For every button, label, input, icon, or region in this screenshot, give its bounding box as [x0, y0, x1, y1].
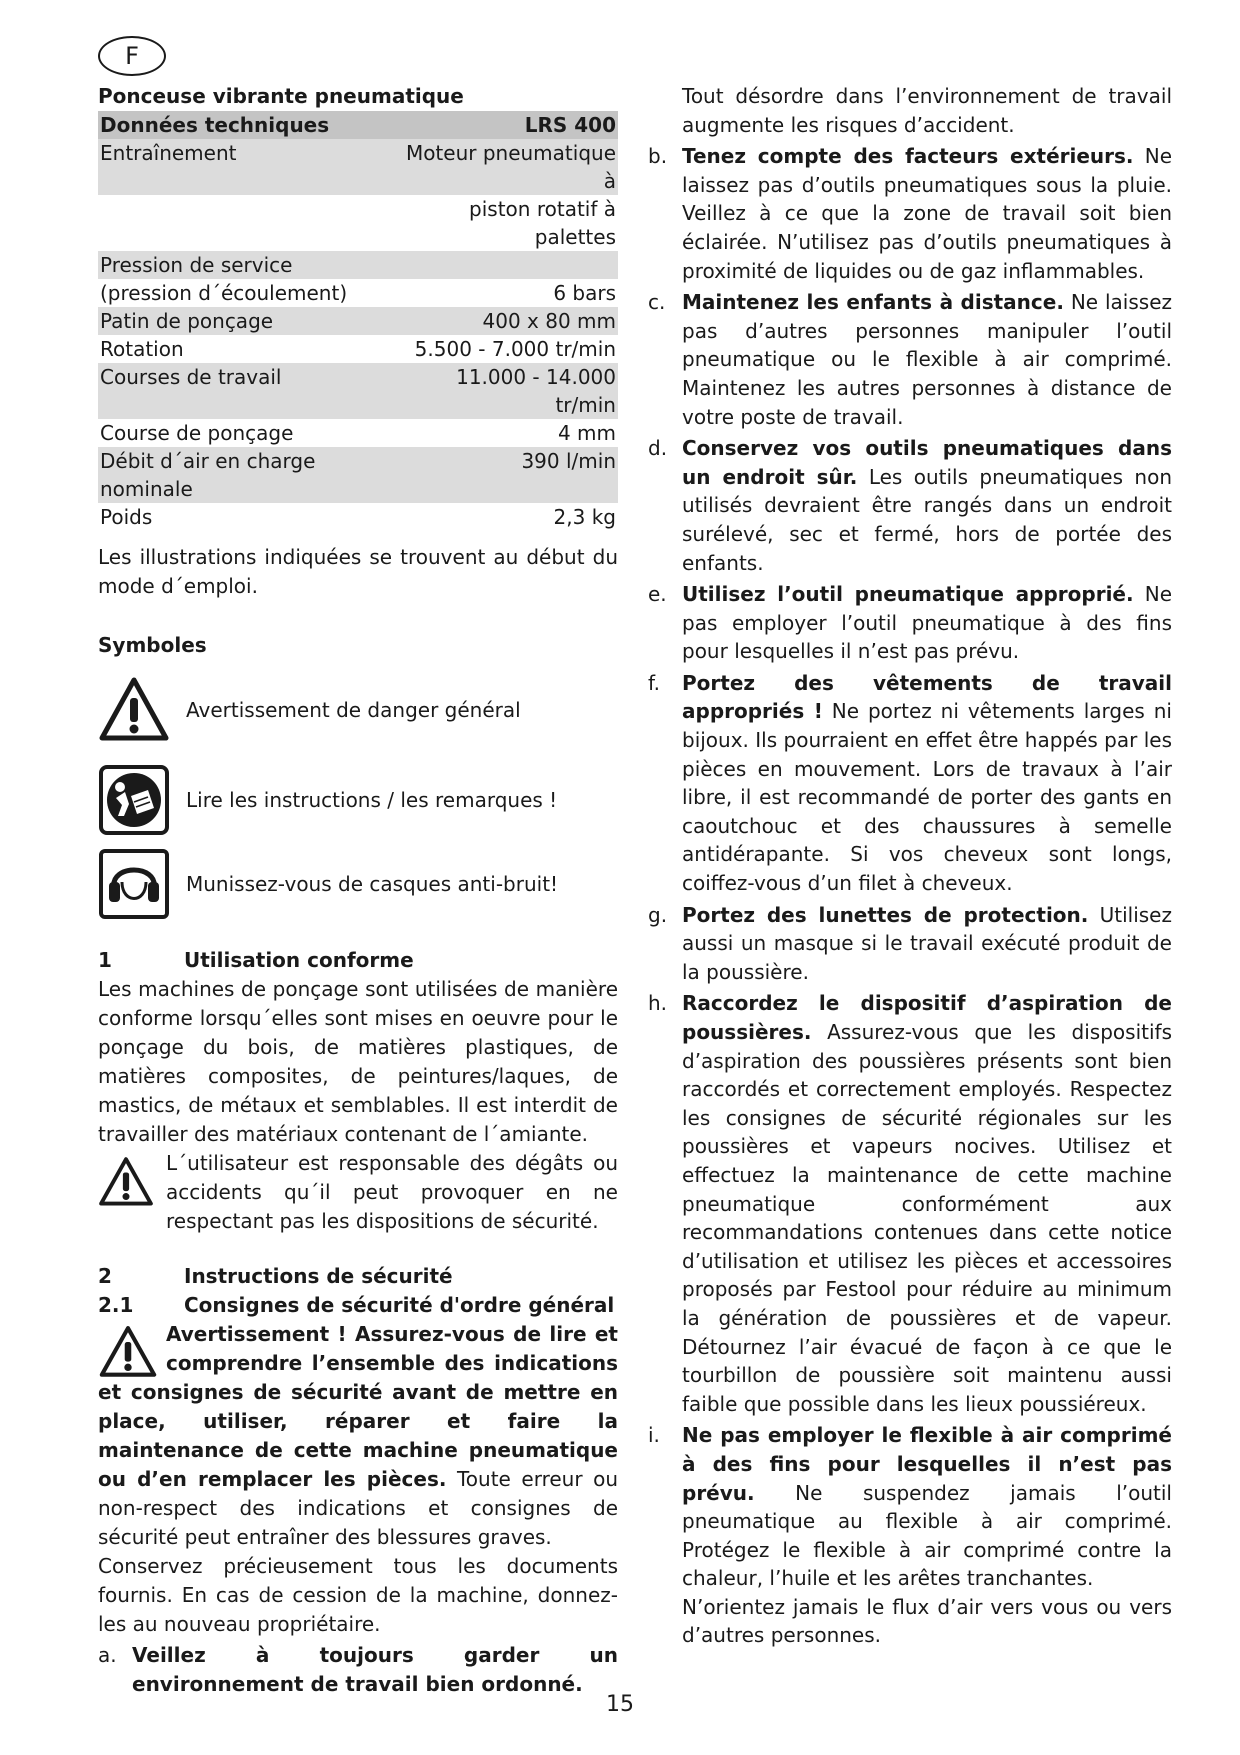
illustrations-note: Les illustrations indiquées se trouvent au début du mode d´emploi.: [98, 545, 618, 598]
list-item: g. Portez des lunettes de protection. Utilisez aussi un masque si le travail exécuté produit de la poussière.: [648, 902, 1172, 984]
list-item: d. Conservez vos outils pneumatiques dans un endroit sûr. Les outils pneumatiques non utilisés devraient être rangés dans un endroit surélevé, sec et fermé, hors de portée des enfants.: [648, 436, 1173, 575]
ear-protection-icon: [98, 848, 170, 920]
symbol-row: [98, 848, 618, 920]
section-2-1-heading: 2.1 Consignes de sécurité d'ordre général: [98, 1293, 615, 1317]
table-row: Course de ponçage 4 mm: [100, 421, 616, 445]
symbol-text: Munissez-vous de casques anti-bruit!: [186, 871, 559, 896]
section-1-warning: L´utilisateur est responsable des dégâts ou accidents qu´il peut provoquer en ne respectant pas les dispositions de sécurité.: [98, 1149, 618, 1236]
symbol-row: [98, 764, 618, 836]
table-row: Courses de travail 11.000 - 14.000 tr/min: [100, 365, 616, 417]
table-row: Patin de ponçage 400 x 80 mm: [100, 309, 616, 333]
specs-header-row: [98, 111, 618, 139]
right-column: [648, 82, 1172, 1653]
list-item: e. Utilisez l’outil pneumatique approprié. Ne pas employer l’outil pneumatique à des fins pour lesquelles il n’est pas prévu.: [648, 582, 1173, 664]
section-1-heading: 1 Utilisation conforme: [98, 948, 414, 972]
table-row: Débit d´air en charge nominale 390 l/min: [100, 449, 616, 501]
general-warning: Avertissement ! Assurez-vous de lire et comprendre l’ensemble des indications et consignes de sécurité avant de mettre en place, utiliser, réparer et faire la maintenance de cette machine pneumatique ou d’en remplacer les pièces. Toute erreur ou non-respect des indications et consignes de sécurité peut entraîner des blessures graves.: [98, 1322, 618, 1549]
list-item: f. Portez des vêtements de travail appropriés ! Ne portez ni vêtements larges ni bijoux. Ils pourraient en effet être happés par les pièces en mouvement. Lors de travaux à l’air libre, il est recommandé de porter des gants en caoutchouc et des chaussures à semelle antidérapante. Si vos cheveux sont longs, coiffez-vous d’un filet à cheveux.: [648, 670, 1172, 896]
symbol-text: Avertissement de danger général: [186, 697, 521, 722]
list-item-continuation: Tout désordre dans l’environnement de travail augmente les risques d’accident.: [682, 84, 1172, 137]
symbol-text: Lire les instructions / les remarques !: [186, 787, 558, 812]
left-column: [98, 82, 618, 1702]
document-title: Ponceuse vibrante pneumatique: [98, 84, 464, 108]
page-number: 15: [606, 1692, 634, 1717]
symbol-row: [98, 674, 618, 746]
language-badge: F: [98, 36, 166, 76]
list-item: b. Tenez compte des facteurs extérieurs. Ne laissez pas d’outils pneumatiques sous la pluie. Veillez à ce que la zone de travail soit bien éclairée. N’utilisez pas d’outils pneumatiques à proximité de liquides ou de gaz inflammables.: [648, 144, 1172, 283]
symbols-heading: Symboles: [98, 633, 207, 657]
warning-triangle-icon: [98, 1155, 154, 1207]
specs-header-value: LRS 400: [393, 111, 618, 139]
specs-table: [98, 111, 618, 531]
table-row: piston rotatif à palettes: [469, 197, 616, 249]
table-row: Entraînement Moteur pneumatique à: [100, 141, 616, 193]
table-row: (pression d´écoulement) 6 bars: [100, 281, 616, 305]
table-row: Rotation 5.500 - 7.000 tr/min: [100, 337, 616, 361]
section-2-heading: 2 Instructions de sécurité: [98, 1264, 453, 1288]
read-instructions-icon: [98, 764, 170, 836]
list-item: h. Raccordez le dispositif d’aspiration de poussières. Assurez-vous que les dispositifs d’aspiration des poussières présents sont bien raccordés et correctement employés. Respectez les consignes de sécurité régionales sur les poussières et vapeurs nocives. Utilisez et effectuez la maintenance de cette machine pneumatique conformément aux recommandations contenues dans cette notice d’utilisation et utilisez les pièces et accessoires proposés par Festool pour réduire au minimum la génération de poussières et de vapeur. Détournez l’air évacué de façon à ce que le tourbillon de poussière soit maintenu aussi faible que possible dans les lieux poussiéreux.: [648, 991, 1172, 1416]
table-row: Poids 2,3 kg: [100, 505, 616, 529]
list-item: i. Ne pas employer le flexible à air comprimé à des fins pour lesquelles il n’est pas prévu. Ne suspendez jamais l’outil pneumatique au flexible à air comprimé. Protégez le flexible à air comprimé contre la chaleur, l’huile et les arêtes tranchantes. N’orientez jamais le flux d’air vers vous ou vers d’autres personnes.: [648, 1423, 1172, 1648]
section-1-text: Les machines de ponçage sont utilisées de manière conforme lorsqu´elles sont mises en oeuvre pour le ponçage du bois, de matières plastiques, de matières composites, de peintures/laques, de mastics, de métaux et semblables. Il est interdit de travailler des matériaux contenant de l´amiante.: [98, 977, 618, 1146]
warning-triangle-icon: [98, 1324, 158, 1378]
specs-header-label: Données techniques: [98, 111, 393, 139]
warning-triangle-icon: [98, 674, 170, 746]
table-row: Pression de service: [98, 251, 618, 279]
keep-documents-text: Conservez précieusement tous les documents fournis. En cas de cession de la machine, donnez-les au nouveau propriétaire.: [98, 1554, 618, 1636]
list-item: a. Veillez à toujours garder un environnement de travail bien ordonné.: [98, 1643, 618, 1696]
list-item: c. Maintenez les enfants à distance. Ne laissez pas d’autres personnes manipuler l’outil pneumatique ou le flexible à air comprimé. Maintenez les autres personnes à distance de votre poste de travail.: [648, 290, 1173, 429]
